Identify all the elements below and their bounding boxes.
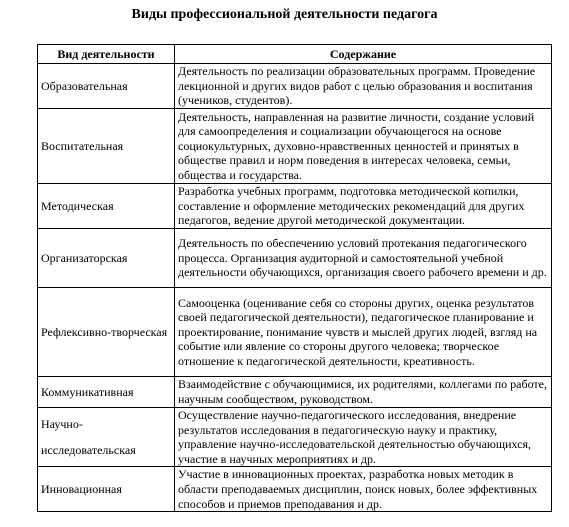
- row-kind: Рефлексивно-творческая: [38, 288, 175, 377]
- table-row: [38, 184, 552, 229]
- row-kind: Организаторская: [38, 229, 175, 288]
- header-content: Содержание: [175, 45, 552, 64]
- table-row: [38, 229, 552, 288]
- row-content: Деятельность, направленная на развитие личности, создание условий для самоопределения и социализации обучающегося на основе социокультурных, духовно-нравственных ценностей и принятых в обществе правил и норм поведения в интересах человека, семьи, общества и государства.: [175, 109, 552, 184]
- header-kind: Вид деятельности: [38, 45, 175, 64]
- row-content: Деятельность по обеспечению условий протекания педагогического процесса. Организация аудиторной и самостоятельной учебной деятельности обучающихся, организация своего рабочего времени и др.: [175, 229, 552, 288]
- row-content: Разработка учебных программ, подготовка методической копилки, составление и оформление методических рекомендаций для других педагогов, ведение другой методической документации.: [175, 184, 552, 229]
- row-content: Деятельность по реализации образовательных программ. Проведение лекционной и других видов работ с целью образования и воспитания (учеников, студентов).: [175, 64, 552, 109]
- row-content: Участие в инновационных проектах, разработка новых методик в области преподаваемых дисциплин, поиск новых, более эффективных способов и приемов преподавания и др.: [175, 467, 552, 512]
- row-kind: Научно-исследовательская: [38, 408, 175, 467]
- row-content: Взаимодействие с обучающимися, их родителями, коллегами по работе, научным сообществом, руководством.: [175, 377, 552, 408]
- row-kind: Образовательная: [38, 64, 175, 109]
- table-header-row: [38, 45, 552, 64]
- row-kind: Инновационная: [38, 467, 175, 512]
- row-kind: Методическая: [38, 184, 175, 229]
- table-row: [38, 64, 552, 109]
- row-content: Самооценка (оценивание себя со стороны других, оценка результатов своей педагогической деятельности), педагогическое планирование и проектирование, понимание чувств и мыслей других людей, взгляд на событие или явление со стороны другого человека; творческое отношение к педагогической деятельности, креативность.: [175, 288, 552, 377]
- row-kind: Воспитательная: [38, 109, 175, 184]
- row-content: Осуществление научно-педагогического исследования, внедрение результатов исследования в педагогическую науку и практику, управление научно-исследовательской деятельностью обучающихся, участие в научных мероприятиях и др.: [175, 408, 552, 467]
- table-row: [38, 288, 552, 377]
- table-row: [38, 377, 552, 408]
- row-kind: Коммуникативная: [38, 377, 175, 408]
- table-row: [38, 109, 552, 184]
- table-row: [38, 467, 552, 512]
- document-title: Виды профессиональной деятельности педагога: [131, 7, 438, 22]
- activity-table: [37, 44, 552, 512]
- table-row: [38, 408, 552, 467]
